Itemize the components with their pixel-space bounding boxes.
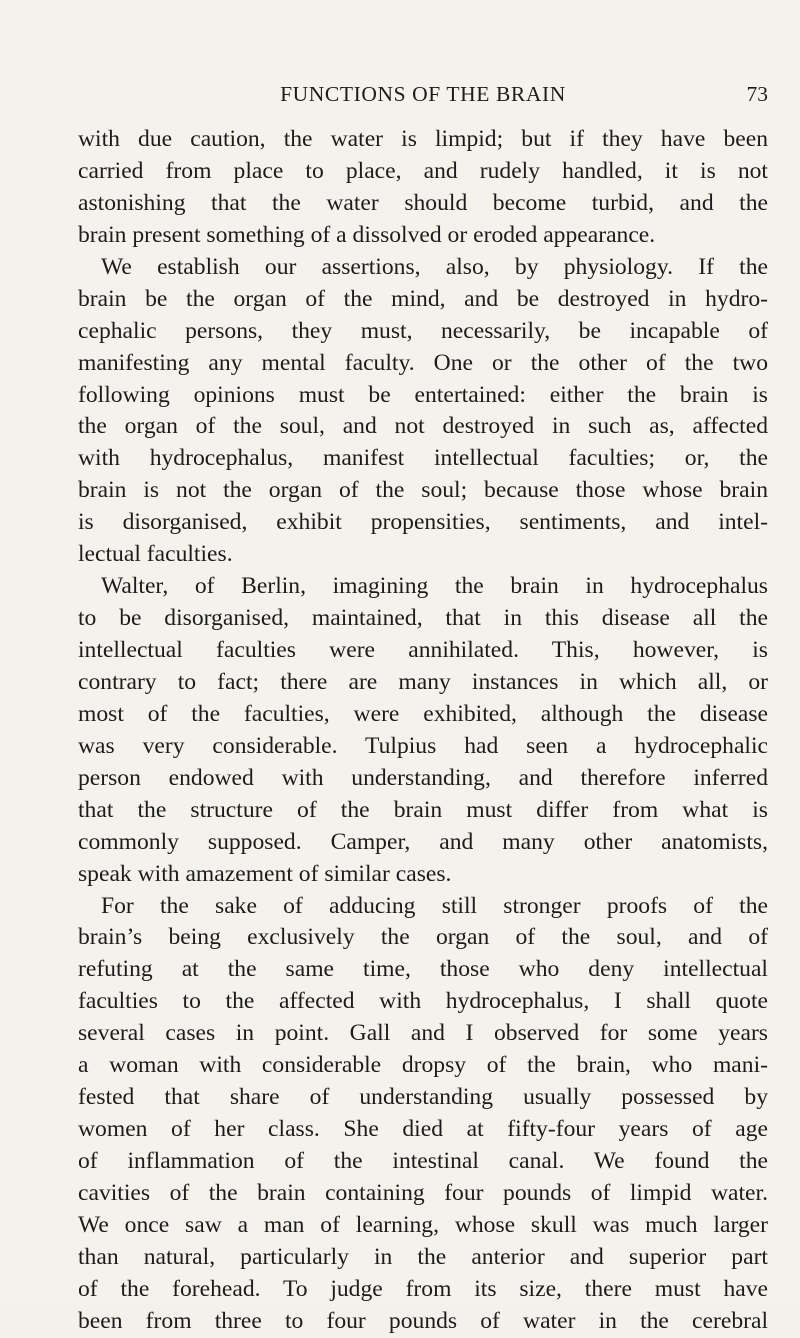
running-title: FUNCTIONS OF THE BRAIN	[280, 82, 566, 106]
text-line: several cases in point. Gall and I observed for some years	[78, 1020, 768, 1047]
paragraph	[78, 124, 768, 252]
text-line: lectual faculties.	[78, 541, 233, 568]
text-line: intellectual faculties were annihilated. This, however, is	[78, 637, 768, 663]
text-line: faculties to the affected with hydrocephalus, I shall quote	[78, 988, 768, 1015]
text-line: following opinions must be entertained: either the brain is	[78, 381, 768, 408]
page-number: 73	[746, 82, 768, 106]
text-line: We once saw a man of learning, whose skull was much larger	[78, 1211, 768, 1238]
text-line: women of her class. She died at fifty-four years of age	[78, 1116, 768, 1143]
text-line: a woman with considerable dropsy of the brain, who mani-	[78, 1052, 768, 1079]
text-line: For the sake of adducing still stronger proofs of the	[101, 892, 768, 919]
text-line: refuting at the same time, those who deny intellectual	[78, 956, 768, 983]
text-line: most of the faculties, were exhibited, although the disease	[78, 700, 768, 727]
text-line: commonly supposed. Camper, and many other anatomists,	[78, 828, 768, 855]
text-line: cephalic persons, they must, necessarily, be incapable of	[78, 317, 768, 344]
running-head	[78, 82, 768, 112]
text-line: contrary to fact; there are many instances in which all, or	[78, 668, 768, 695]
text-line: fested that share of understanding usually possessed by	[78, 1084, 768, 1111]
text-line: of inflammation of the intestinal canal. We found the	[78, 1148, 768, 1174]
body-text	[78, 124, 768, 1338]
text-line: to be disorganised, maintained, that in this disease all the	[78, 605, 768, 632]
text-line: than natural, particularly in the anterior and superior part	[78, 1243, 768, 1270]
text-line: that the structure of the brain must differ from what is	[78, 796, 768, 823]
text-line: brain’s being exclusively the organ of the soul, and of	[78, 924, 768, 951]
text-line: with due caution, the water is limpid; but if they have been	[78, 126, 768, 152]
text-line: astonishing that the water should become turbid, and the	[78, 189, 768, 216]
text-line: of the forehead. To judge from its size, there must have	[78, 1275, 768, 1302]
text-line: brain is not the organ of the soul; because those whose brain	[78, 477, 768, 504]
paragraph	[78, 571, 768, 890]
text-line: We establish our assertions, also, by physiology. If the	[101, 253, 768, 280]
text-line: person endowed with understanding, and therefore inferred	[78, 764, 768, 791]
paragraph	[78, 252, 768, 571]
text-line: been from three to four pounds of water in the cerebral	[78, 1307, 768, 1334]
text-line: manifesting any mental faculty. One or the other of the two	[78, 349, 768, 376]
text-line: cavities of the brain containing four pounds of limpid water.	[78, 1179, 768, 1206]
text-line: Walter, of Berlin, imagining the brain in hydrocephalus	[101, 573, 768, 600]
text-line: the organ of the soul, and not destroyed in such as, affected	[78, 413, 768, 440]
text-line: was very considerable. Tulpius had seen a hydrocephalic	[78, 732, 768, 759]
text-line: brain present something of a dissolved or eroded appearance.	[78, 221, 656, 248]
text-line: brain be the organ of the mind, and be destroyed in hydro-	[78, 285, 768, 312]
text-line: with hydrocephalus, manifest intellectual faculties; or, the	[78, 445, 768, 472]
text-line: carried from place to place, and rudely handled, it is not	[78, 157, 768, 184]
paragraph	[78, 891, 768, 1338]
text-line: is disorganised, exhibit propensities, sentiments, and intel-	[78, 509, 768, 536]
text-line: speak with amazement of similar cases.	[78, 860, 452, 887]
